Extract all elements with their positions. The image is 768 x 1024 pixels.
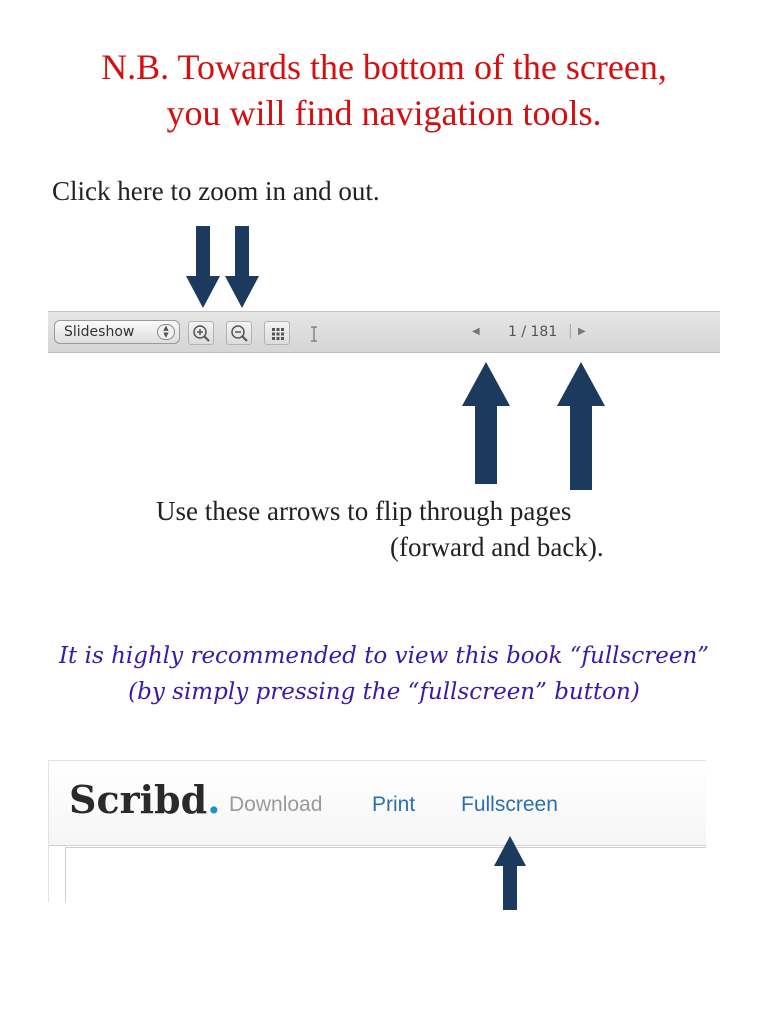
zoom-out-button[interactable]	[226, 321, 252, 345]
download-link[interactable]: Download	[229, 793, 323, 816]
notice-heading-line-2: you will find navigation tools.	[166, 93, 602, 133]
recommendation-line-2: (by simply pressing the “fullscreen” button)	[128, 679, 640, 705]
pager-separator: |	[568, 323, 573, 339]
next-page-icon[interactable]: ▶	[578, 326, 586, 337]
notice-heading	[0, 44, 768, 136]
view-mode-stepper-icon[interactable]: ▲ ▼	[157, 324, 175, 340]
recommendation-line-1: It is highly recommended to view this book “fullscreen”	[58, 643, 710, 669]
pages-caption-line-1: Use these arrows to flip through pages	[156, 496, 572, 526]
scribd-header	[48, 760, 706, 902]
pages-caption-line-2: (forward and back).	[390, 532, 604, 562]
scribd-logo[interactable]	[69, 777, 220, 822]
zoom-out-icon	[230, 324, 250, 344]
down-arrow-zoom-in	[186, 226, 220, 308]
grid-view-button[interactable]	[264, 321, 290, 345]
scribd-logo-text: Scribd	[69, 777, 208, 822]
scribd-toolbar	[49, 761, 706, 846]
scribd-logo-dot: .	[207, 777, 221, 822]
viewer-toolbar	[48, 311, 720, 353]
up-arrow-prev-page	[462, 362, 510, 484]
text-select-button[interactable]	[300, 321, 326, 345]
up-arrow-fullscreen	[494, 836, 526, 910]
view-mode-select[interactable]	[54, 320, 180, 344]
prev-page-icon[interactable]: ◀	[472, 326, 480, 337]
up-arrow-next-page	[557, 362, 605, 490]
view-mode-label: Slideshow	[64, 324, 135, 340]
notice-heading-line-1: N.B. Towards the bottom of the screen,	[101, 47, 667, 87]
down-arrow-zoom-out	[225, 226, 259, 308]
grid-icon	[268, 324, 288, 344]
zoom-caption: Click here to zoom in and out.	[52, 176, 380, 206]
fullscreen-link[interactable]: Fullscreen	[461, 793, 558, 816]
text-cursor-icon	[304, 324, 324, 344]
zoom-in-icon	[192, 324, 212, 344]
page-indicator: 1 / 181	[508, 324, 558, 340]
fullscreen-recommendation	[0, 638, 768, 710]
zoom-in-button[interactable]	[188, 321, 214, 345]
document-viewport	[65, 847, 706, 902]
print-link[interactable]: Print	[372, 793, 416, 816]
